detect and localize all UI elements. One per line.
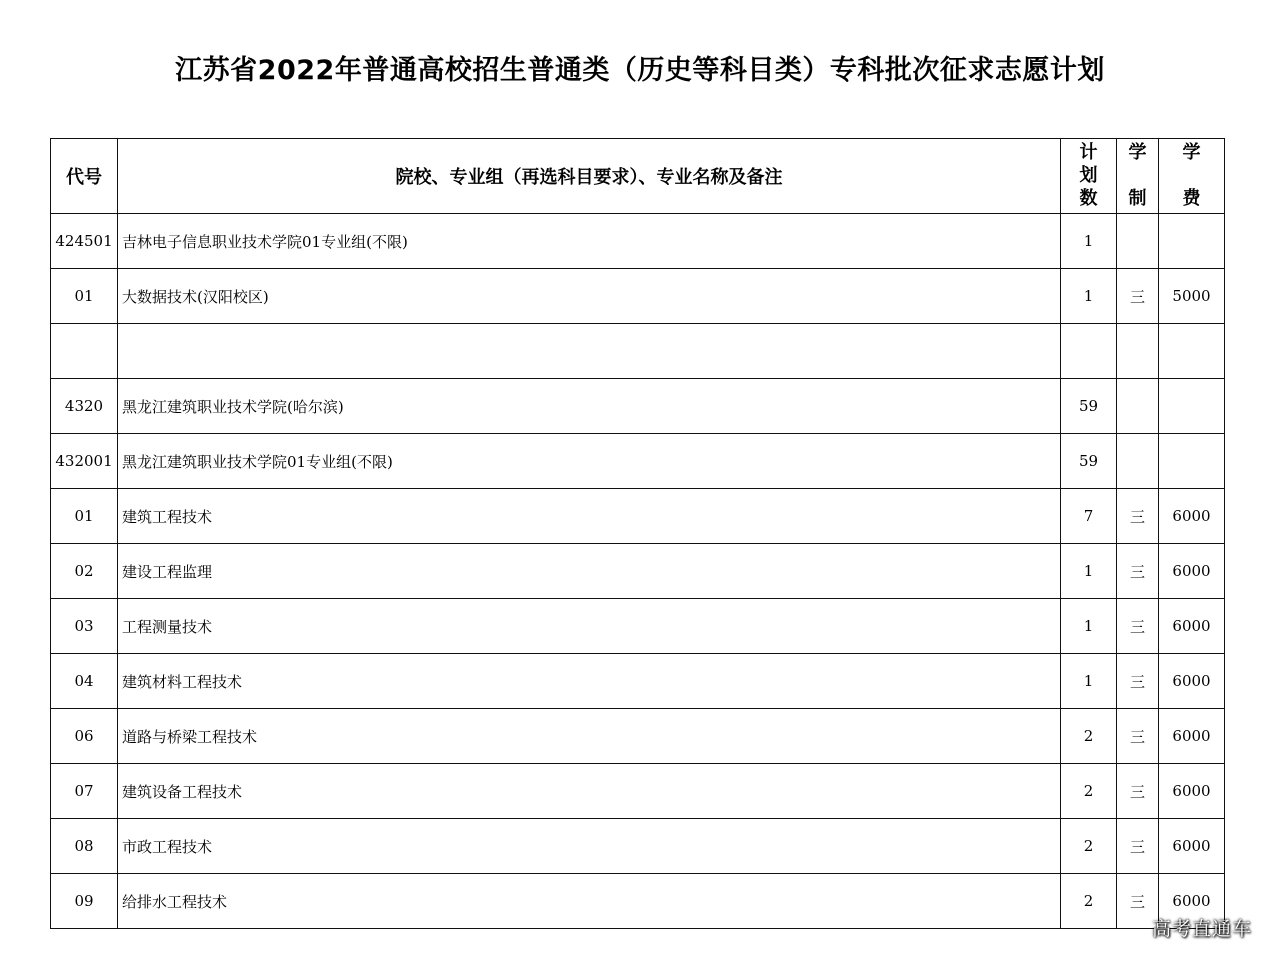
code-cell: 4320 — [51, 379, 118, 434]
table-row — [51, 324, 1225, 379]
name-cell: 建筑材料工程技术 — [118, 654, 1061, 709]
name-cell: 道路与桥梁工程技术 — [118, 709, 1061, 764]
duration-cell: 三 — [1117, 599, 1159, 654]
header-plan-char: 计 — [1079, 142, 1098, 163]
table-row — [51, 874, 1225, 929]
table-row — [51, 379, 1225, 434]
header-code: 代号 — [51, 139, 118, 214]
name-cell: 黑龙江建筑职业技术学院(哈尔滨) — [118, 379, 1061, 434]
duration-cell: 三 — [1117, 874, 1159, 929]
code-cell: 03 — [51, 599, 118, 654]
plan-cell: 2 — [1061, 819, 1117, 874]
fee-cell — [1159, 434, 1225, 489]
fee-cell: 6000 — [1159, 874, 1225, 929]
code-cell: 07 — [51, 764, 118, 819]
code-cell: 02 — [51, 544, 118, 599]
duration-cell — [1117, 434, 1159, 489]
plan-cell: 2 — [1061, 764, 1117, 819]
table-row — [51, 654, 1225, 709]
table-row — [51, 489, 1225, 544]
fee-cell: 6000 — [1159, 654, 1225, 709]
name-cell: 黑龙江建筑职业技术学院01专业组(不限) — [118, 434, 1061, 489]
fee-cell: 5000 — [1159, 269, 1225, 324]
name-cell: 市政工程技术 — [118, 819, 1061, 874]
name-cell: 建筑工程技术 — [118, 489, 1061, 544]
duration-cell: 三 — [1117, 544, 1159, 599]
fee-cell — [1159, 324, 1225, 379]
name-cell: 建筑设备工程技术 — [118, 764, 1061, 819]
page-title: 江苏省2022年普通高校招生普通类（历史等科目类）专科批次征求志愿计划 — [175, 55, 1105, 86]
duration-cell: 三 — [1117, 489, 1159, 544]
code-cell: 432001 — [51, 434, 118, 489]
header-plan — [1061, 139, 1117, 214]
plan-cell: 2 — [1061, 874, 1117, 929]
table-header-row — [51, 139, 1225, 214]
header-name: 院校、专业组（再选科目要求）、专业名称及备注 — [118, 139, 1061, 214]
plan-cell: 1 — [1061, 269, 1117, 324]
table-row — [51, 764, 1225, 819]
header-duration-char: 学 — [1128, 142, 1147, 163]
table-row — [51, 214, 1225, 269]
header-fee — [1159, 139, 1225, 214]
name-cell — [118, 324, 1061, 379]
duration-cell: 三 — [1117, 764, 1159, 819]
table-row — [51, 709, 1225, 764]
header-fee-char: 学 — [1182, 142, 1201, 163]
header-plan-char: 划 — [1079, 165, 1098, 186]
name-cell: 给排水工程技术 — [118, 874, 1061, 929]
plan-cell — [1061, 324, 1117, 379]
code-cell — [51, 324, 118, 379]
plan-cell: 59 — [1061, 434, 1117, 489]
enrollment-plan-table — [50, 138, 1225, 929]
fee-cell: 6000 — [1159, 819, 1225, 874]
code-cell: 424501 — [51, 214, 118, 269]
name-cell: 工程测量技术 — [118, 599, 1061, 654]
plan-cell: 1 — [1061, 654, 1117, 709]
watermark: 高考直通车 — [1151, 918, 1252, 940]
duration-cell: 三 — [1117, 819, 1159, 874]
code-cell: 06 — [51, 709, 118, 764]
fee-cell: 6000 — [1159, 709, 1225, 764]
duration-cell: 三 — [1117, 709, 1159, 764]
name-cell: 吉林电子信息职业技术学院01专业组(不限) — [118, 214, 1061, 269]
table-row — [51, 599, 1225, 654]
table-row — [51, 544, 1225, 599]
plan-cell: 7 — [1061, 489, 1117, 544]
duration-cell — [1117, 379, 1159, 434]
table-row — [51, 269, 1225, 324]
duration-cell — [1117, 324, 1159, 379]
fee-cell: 6000 — [1159, 764, 1225, 819]
fee-cell: 6000 — [1159, 544, 1225, 599]
table-row — [51, 819, 1225, 874]
fee-cell — [1159, 379, 1225, 434]
code-cell: 04 — [51, 654, 118, 709]
code-cell: 01 — [51, 269, 118, 324]
header-plan-char: 数 — [1079, 188, 1098, 209]
table-row — [51, 434, 1225, 489]
plan-cell: 1 — [1061, 544, 1117, 599]
duration-cell: 三 — [1117, 654, 1159, 709]
code-cell: 09 — [51, 874, 118, 929]
duration-cell: 三 — [1117, 269, 1159, 324]
name-cell: 建设工程监理 — [118, 544, 1061, 599]
fee-cell: 6000 — [1159, 489, 1225, 544]
plan-cell: 59 — [1061, 379, 1117, 434]
fee-cell: 6000 — [1159, 599, 1225, 654]
code-cell: 08 — [51, 819, 118, 874]
plan-cell: 1 — [1061, 214, 1117, 269]
header-duration — [1117, 139, 1159, 214]
fee-cell — [1159, 214, 1225, 269]
name-cell: 大数据技术(汉阳校区) — [118, 269, 1061, 324]
header-fee-char: 费 — [1182, 188, 1201, 209]
duration-cell — [1117, 214, 1159, 269]
plan-cell: 2 — [1061, 709, 1117, 764]
plan-cell: 1 — [1061, 599, 1117, 654]
header-duration-char: 制 — [1128, 188, 1147, 209]
code-cell: 01 — [51, 489, 118, 544]
